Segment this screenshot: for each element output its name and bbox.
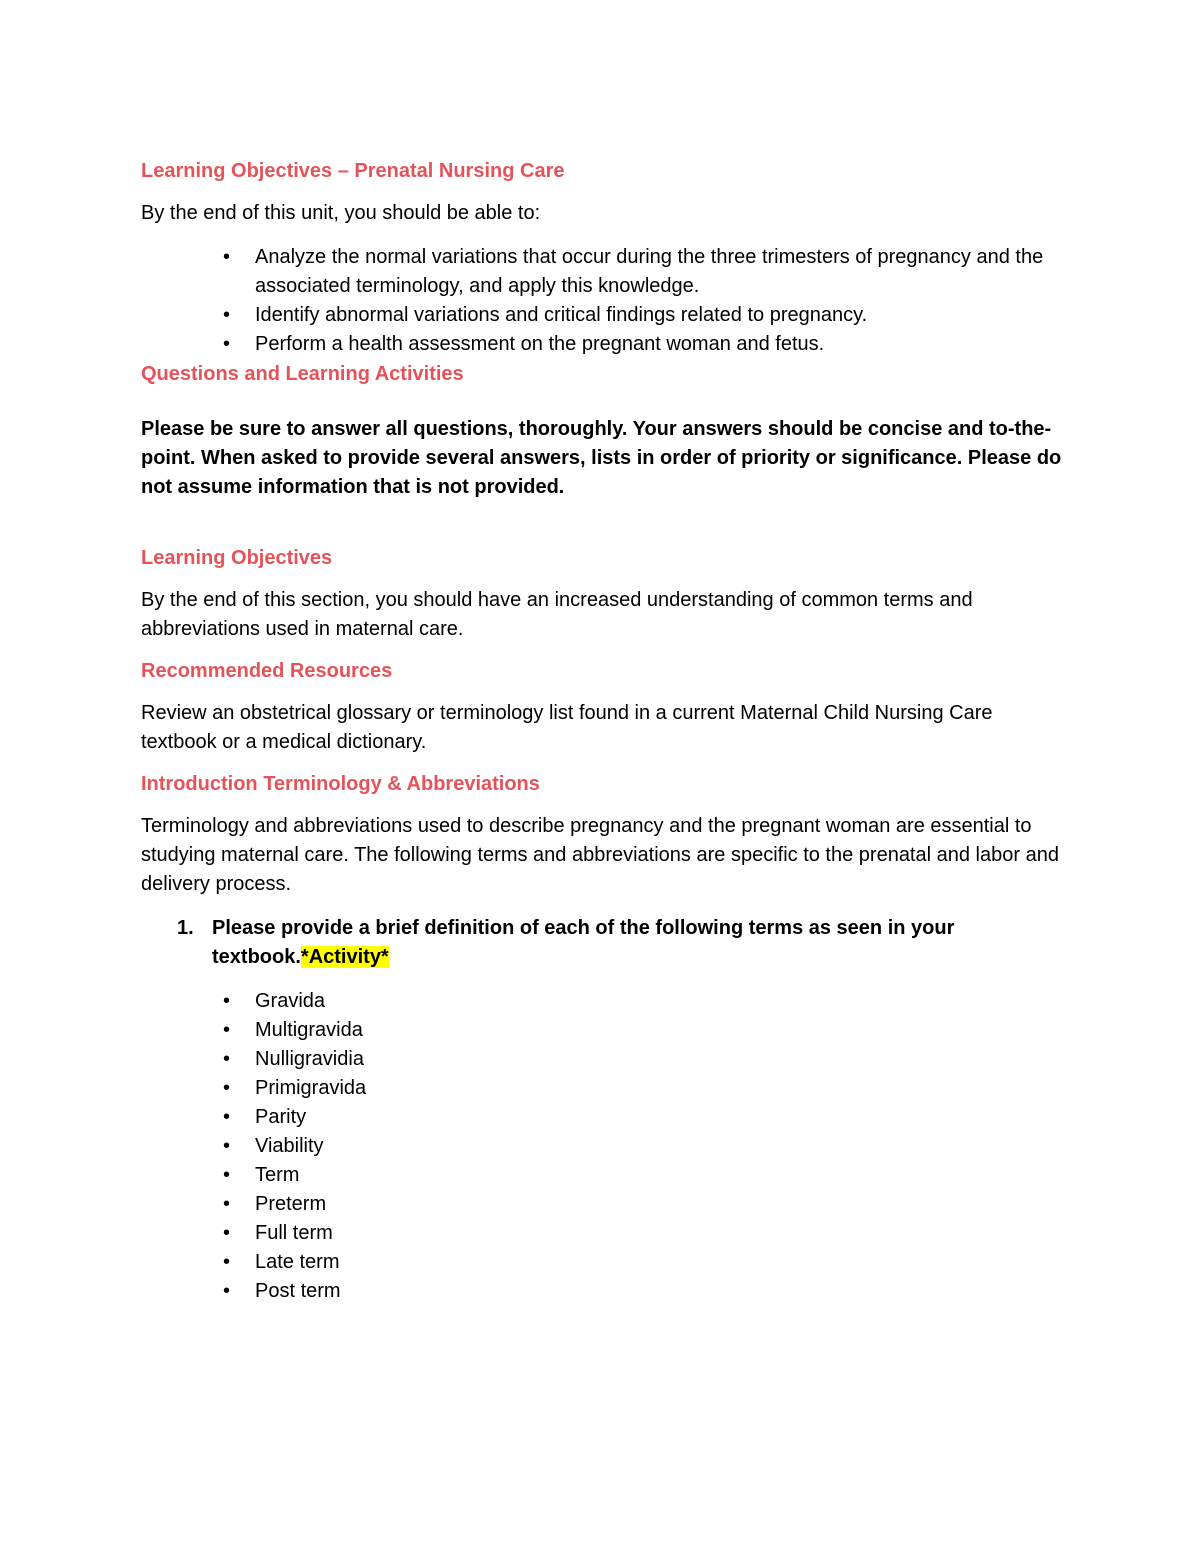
heading-questions-activities: Questions and Learning Activities [141,363,464,385]
question-1 [141,914,1071,972]
list-item: • Term [141,1161,1071,1190]
bullet-icon: • [223,1251,231,1273]
instructions-text: Please be sure to answer all questions, thoroughly. Your answers should be concise and to-the-point. When asked to provide several answers, lists in order of priority or significance. Please do not assume information that is not provided. [141,418,1062,498]
heading-terminology: Introduction Terminology & Abbreviations [141,773,540,795]
bullet-icon: • [223,990,231,1012]
resources-text: Review an obstetrical glossary or terminology list found in a current Maternal Child Nursing Care textbook or a medical dictionary. [141,702,993,753]
bullet-icon: • [223,1077,231,1099]
question-number: 1. [177,917,194,939]
list-item: • Analyze the normal variations that occur during the three trimesters of pregnancy and the associated terminology, and apply this knowledge. [141,243,1071,301]
bullet-icon: • [223,1048,231,1070]
terms-list [141,987,1071,1306]
activity-tag: *Activity* [300,946,389,968]
bullet-icon: • [223,304,231,326]
bullet-icon: • [223,1193,231,1215]
list-item: • Parity [141,1103,1071,1132]
list-item: • Identify abnormal variations and critical findings related to pregnancy. [141,301,1071,330]
heading-recommended-resources: Recommended Resources [141,660,393,682]
list-item: • Gravida [141,987,1071,1016]
section-objective-text: By the end of this section, you should have an increased understanding of common terms and abbreviations used in maternal care. [141,589,973,640]
bullet-icon: • [223,1222,231,1244]
list-item: • Perform a health assessment on the pregnant woman and fetus. [141,330,1071,359]
document-page [141,156,1071,1306]
bullet-icon: • [223,1280,231,1302]
heading-learning-objectives: Learning Objectives [141,547,333,569]
objectives-list [141,243,1071,359]
unit-intro-text: By the end of this unit, you should be able to: [141,202,541,224]
bullet-icon: • [223,246,231,268]
bullet-icon: • [223,1106,231,1128]
bullet-icon: • [223,1164,231,1186]
heading-prenatal-objectives: Learning Objectives – Prenatal Nursing Care [141,160,565,182]
list-item: • Preterm [141,1190,1071,1219]
bullet-icon: • [223,1135,231,1157]
question-text: Please provide a brief definition of each of the following terms as seen in your textbook. [212,917,955,968]
terminology-intro-text: Terminology and abbreviations used to describe pregnancy and the pregnant woman are essential to studying maternal care. The following terms and abbreviations are specific to the prenatal and labor and delivery process. [141,815,1059,895]
list-item: • Post term [141,1277,1071,1306]
bullet-icon: • [223,333,231,355]
list-item: • Full term [141,1219,1071,1248]
list-item: • Nulligravidia [141,1045,1071,1074]
list-item: • Multigravida [141,1016,1071,1045]
list-item: • Late term [141,1248,1071,1277]
bullet-icon: • [223,1019,231,1041]
list-item: • Primigravida [141,1074,1071,1103]
list-item: • Viability [141,1132,1071,1161]
